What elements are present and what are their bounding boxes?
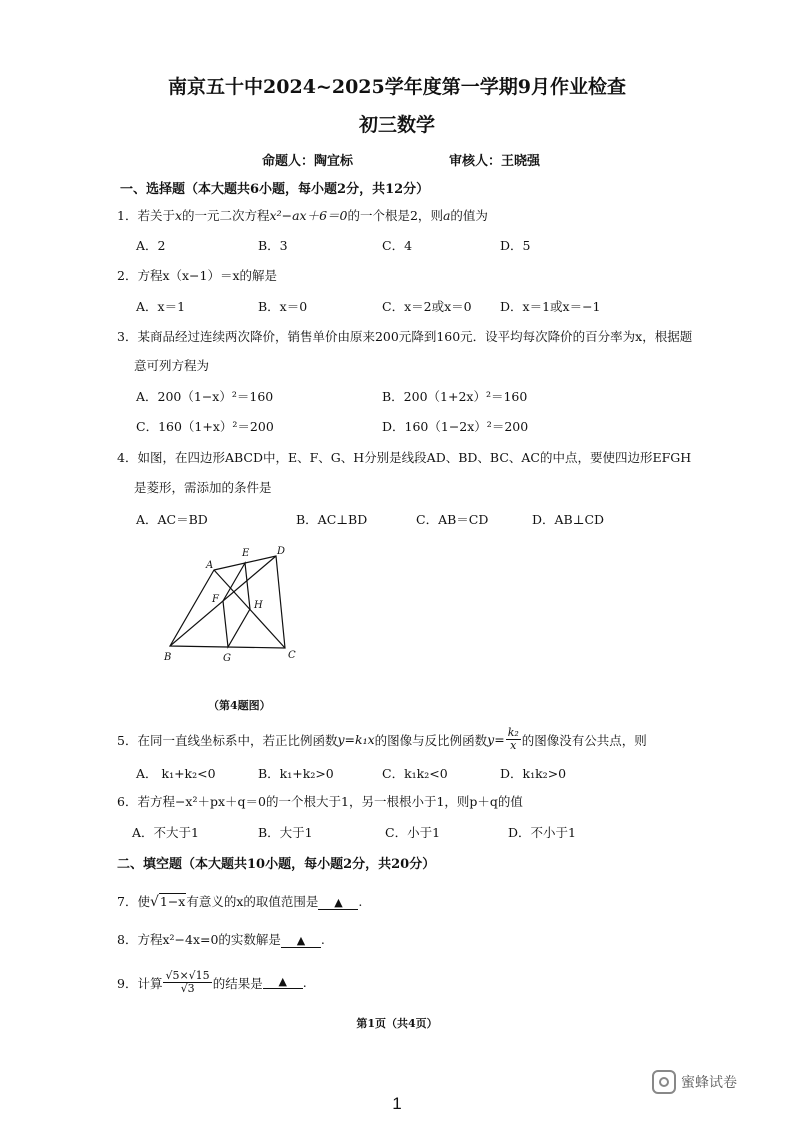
q6-option-c: C．小于1 xyxy=(385,825,441,840)
q1-equation: x²−ax＋6＝0 xyxy=(269,208,348,223)
q5-fraction xyxy=(506,727,521,752)
q6-option-d: D．不小于1 xyxy=(508,825,576,840)
question-4-line-1: 4．如图，在四边形ABCD中，E、F、G、H分别是线段AD、BD、BC、AC的中点，要使四边形EFGH xyxy=(117,450,692,465)
q3-option-c: C．160（1+x）²＝200 xyxy=(136,419,274,434)
q5-option-d: D．k₁k₂>0 xyxy=(500,766,567,781)
q9-fraction-num: √5×√15 xyxy=(165,969,210,982)
q7-radicand: 1−x xyxy=(159,894,186,909)
q9-text-end: . xyxy=(302,975,307,990)
q9-fraction xyxy=(163,970,211,995)
q4-option-a: A．AC＝BD xyxy=(136,512,208,527)
q7-text-pre: 7．使 xyxy=(117,894,150,909)
question-4-line-2: 是菱形，需添加的条件是 xyxy=(134,480,272,495)
q1-var-x: x xyxy=(174,208,183,223)
label-c: C xyxy=(288,650,296,661)
q5-fraction-den: x xyxy=(510,739,517,752)
author-label: 命题人：陶宜标 xyxy=(262,154,354,169)
q1-var-a: a xyxy=(442,208,451,223)
authors-line xyxy=(262,150,540,169)
watermark xyxy=(652,1070,737,1094)
q9-fraction-den: √3 xyxy=(180,982,195,995)
q5-option-a: A． k₁+k₂<0 xyxy=(136,766,216,781)
quadrilateral-abcd xyxy=(170,556,285,648)
q4-option-c: C．AB＝CD xyxy=(416,512,489,527)
question-8-stem xyxy=(117,930,325,948)
q8-text-end: . xyxy=(320,932,325,947)
label-e: E xyxy=(242,548,250,559)
q5-function-1: y=k₁x xyxy=(337,732,375,747)
q4-option-b: B．AC⊥BD xyxy=(296,512,368,527)
reviewer-label: 审核人：王晓强 xyxy=(449,154,541,169)
q6-option-a: A．不大于1 xyxy=(132,825,199,840)
q9-text-post: 的结果是 xyxy=(212,975,263,991)
q5-fraction-num: k₂ xyxy=(507,726,519,739)
q1-text-mid: 的一元二次方程 xyxy=(182,208,270,223)
subject-title: 初三数学 xyxy=(358,114,435,136)
label-g: G xyxy=(223,653,231,664)
q2-option-d: D．x＝1或x＝−1 xyxy=(500,299,601,314)
section-2-heading: 二、填空题（本大题共10小题，每小题2分，共20分） xyxy=(117,857,436,872)
q7-text-end: . xyxy=(358,894,363,909)
q9-text-pre: 9．计算 xyxy=(117,975,163,991)
q5-option-c: C．k₁k₂<0 xyxy=(382,766,448,781)
q1-option-d: D．5 xyxy=(500,238,531,253)
q1-text-end: 的值为 xyxy=(450,208,488,223)
question-6-stem: 6．若方程−x²＋px＋q＝0的一个根大于1，另一根根小于1，则p＋q的值 xyxy=(117,794,523,809)
section-1-heading: 一、选择题（本大题共6小题，每小题2分，共12分） xyxy=(120,182,430,197)
q5-function-2-lhs: y= xyxy=(487,732,505,747)
question-2-stem: 2．方程x（x−1）＝x的解是 xyxy=(117,268,278,283)
figure-4-caption: （第4题图） xyxy=(208,699,271,712)
question-5-stem xyxy=(117,727,647,752)
page-number: 1 xyxy=(392,1094,402,1113)
q7-text-post: 有意义的x的取值范围是 xyxy=(186,894,319,909)
exam-title: 南京五十中2024~2025学年度第一学期9月作业检查 xyxy=(168,76,626,98)
label-a: A xyxy=(206,560,214,571)
label-b: B xyxy=(164,652,172,663)
q3-option-b: B．200（1+2x）²＝160 xyxy=(382,389,528,404)
q1-option-c: C．4 xyxy=(382,238,413,253)
q1-option-a: A．2 xyxy=(136,238,166,253)
watermark-text: 蜜蜂试卷 xyxy=(681,1074,737,1090)
question-7-stem xyxy=(117,892,362,910)
q5-text-post: 的图像没有公共点，则 xyxy=(521,732,647,748)
question-3-line-2: 意可列方程为 xyxy=(134,358,210,373)
q9-answer-blank: ▲ xyxy=(263,976,303,989)
q1-text-pre: 1．若关于 xyxy=(117,208,175,223)
label-f: F xyxy=(212,594,219,605)
q6-option-b: B．大于1 xyxy=(258,825,313,840)
q4-option-d: D．AB⊥CD xyxy=(532,512,605,527)
watermark-logo-icon xyxy=(652,1070,676,1094)
question-9-stem xyxy=(117,970,307,995)
q5-text-pre: 5．在同一直线坐标系中，若正比例函数 xyxy=(117,732,338,748)
q2-option-b: B．x＝0 xyxy=(258,299,308,314)
question-1-stem xyxy=(117,206,488,224)
q3-option-d: D．160（1−2x）²＝200 xyxy=(382,419,529,434)
label-h: H xyxy=(254,600,263,611)
quadrilateral-figure xyxy=(158,540,308,670)
page-footer: 第1页（共4页） xyxy=(356,1017,438,1030)
q3-option-a: A．200（1−x）²＝160 xyxy=(136,389,274,404)
q8-text-pre: 8．方程x²−4x=0的实数解是 xyxy=(117,932,281,947)
q5-option-b: B．k₁+k₂>0 xyxy=(258,766,334,781)
q1-option-b: B．3 xyxy=(258,238,288,253)
label-d: D xyxy=(277,546,286,557)
q5-text-mid: 的图像与反比例函数 xyxy=(374,732,488,748)
q8-answer-blank: ▲ xyxy=(281,935,321,948)
sqrt-icon: √ xyxy=(149,894,159,910)
q7-answer-blank: ▲ xyxy=(318,897,358,910)
q2-option-a: A．x＝1 xyxy=(136,299,186,314)
q2-option-c: C．x＝2或x＝0 xyxy=(382,299,472,314)
q1-text-post: 的一个根是2，则 xyxy=(347,208,443,223)
question-3-line-1: 3．某商品经过连续两次降价，销售单价由原来200元降到160元．设平均每次降价的百分率为x，根据题 xyxy=(117,329,693,344)
